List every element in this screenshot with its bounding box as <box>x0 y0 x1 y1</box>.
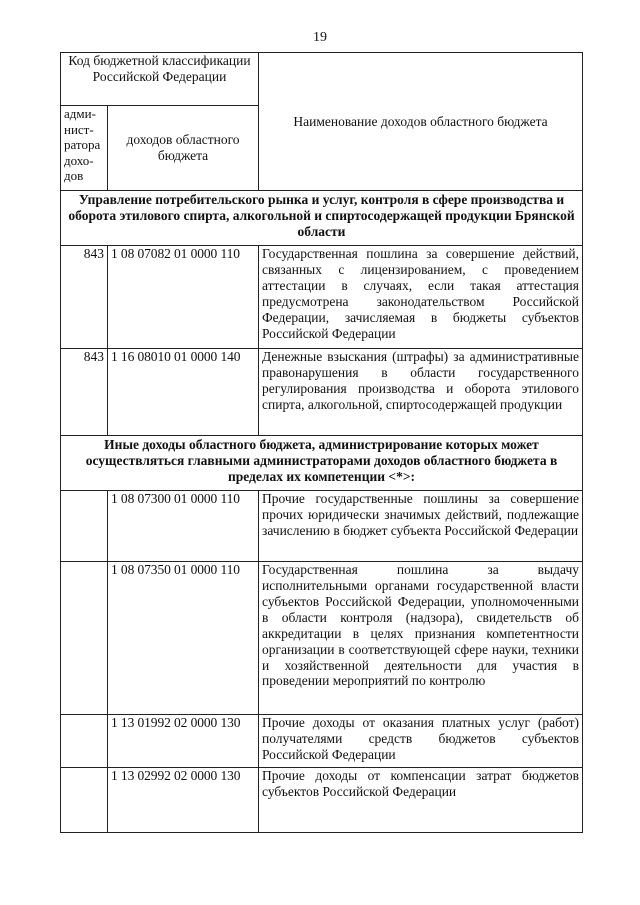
section-title: Иные доходы областного бюджета, администрирование которых может осуществляться главными администраторами доходов областного бюджета в пределах их компетенции <*>: <box>61 436 583 491</box>
table-row <box>61 715 583 768</box>
budget-code: 1 16 08010 01 0000 140 <box>108 349 259 436</box>
income-name: Денежные взыскания (штрафы) за административные правонарушения в области государственного регулирования производства и оборота этилового спирта, алкогольной, спиртосодержащей продукции <box>259 349 583 436</box>
admin-code <box>61 715 108 768</box>
table-row <box>61 768 583 833</box>
income-name: Государственная пошлина за совершение действий, связанных с лицензированием, с проведением аттестации в случаях, если такая аттестация предусмотрена законодательством Российской Федерации, зачисляемая в бюджеты субъектов Российской Федерации <box>259 246 583 349</box>
budget-code: 1 08 07082 01 0000 110 <box>108 246 259 349</box>
admin-code <box>61 768 108 833</box>
admin-code: 843 <box>61 349 108 436</box>
budget-code: 1 08 07350 01 0000 110 <box>108 562 259 715</box>
table-header-row <box>61 53 583 106</box>
table-row <box>61 349 583 436</box>
admin-code <box>61 491 108 562</box>
section-title-row <box>61 436 583 491</box>
header-income: доходов областного бюджета <box>108 106 259 191</box>
section-title: Управление потребительского рынка и услуг, контроля в сфере производства и оборота этилового спирта, алкогольной и спиртосодержащей продукции Брянской области <box>61 191 583 246</box>
budget-classification-table <box>60 52 583 833</box>
income-name: Государственная пошлина за выдачу исполнительными органами государственной власти субъектов Российской Федерации, уполномоченными в области контроля (надзора), свидетельств об аккредитации в целях признания компетентности организации в соответствующей сфере науки, техники и хозяйственной деятельности для участия в проведении мероприятий по контролю <box>259 562 583 715</box>
section-title-row <box>61 191 583 246</box>
header-code-group: Код бюджетной классификации Российской Федерации <box>61 53 259 106</box>
admin-code: 843 <box>61 246 108 349</box>
income-name: Прочие доходы от оказания платных услуг (работ) получателями средств бюджетов субъектов Российской Федерации <box>259 715 583 768</box>
header-name: Наименование доходов областного бюджета <box>259 53 583 191</box>
table-row <box>61 491 583 562</box>
budget-code: 1 08 07300 01 0000 110 <box>108 491 259 562</box>
admin-code <box>61 562 108 715</box>
budget-code: 1 13 02992 02 0000 130 <box>108 768 259 833</box>
income-name: Прочие доходы от компенсации затрат бюджетов субъектов Российской Федерации <box>259 768 583 833</box>
table-row <box>61 246 583 349</box>
budget-code: 1 13 01992 02 0000 130 <box>108 715 259 768</box>
table-row <box>61 562 583 715</box>
header-administrator: адми-нист-ратора дохо-дов <box>61 106 108 191</box>
income-name: Прочие государственные пошлины за совершение прочих юридически значимых действий, подлежащие зачислению в бюджет субъекта Российской Федерации <box>259 491 583 562</box>
page-number: 19 <box>313 30 327 45</box>
